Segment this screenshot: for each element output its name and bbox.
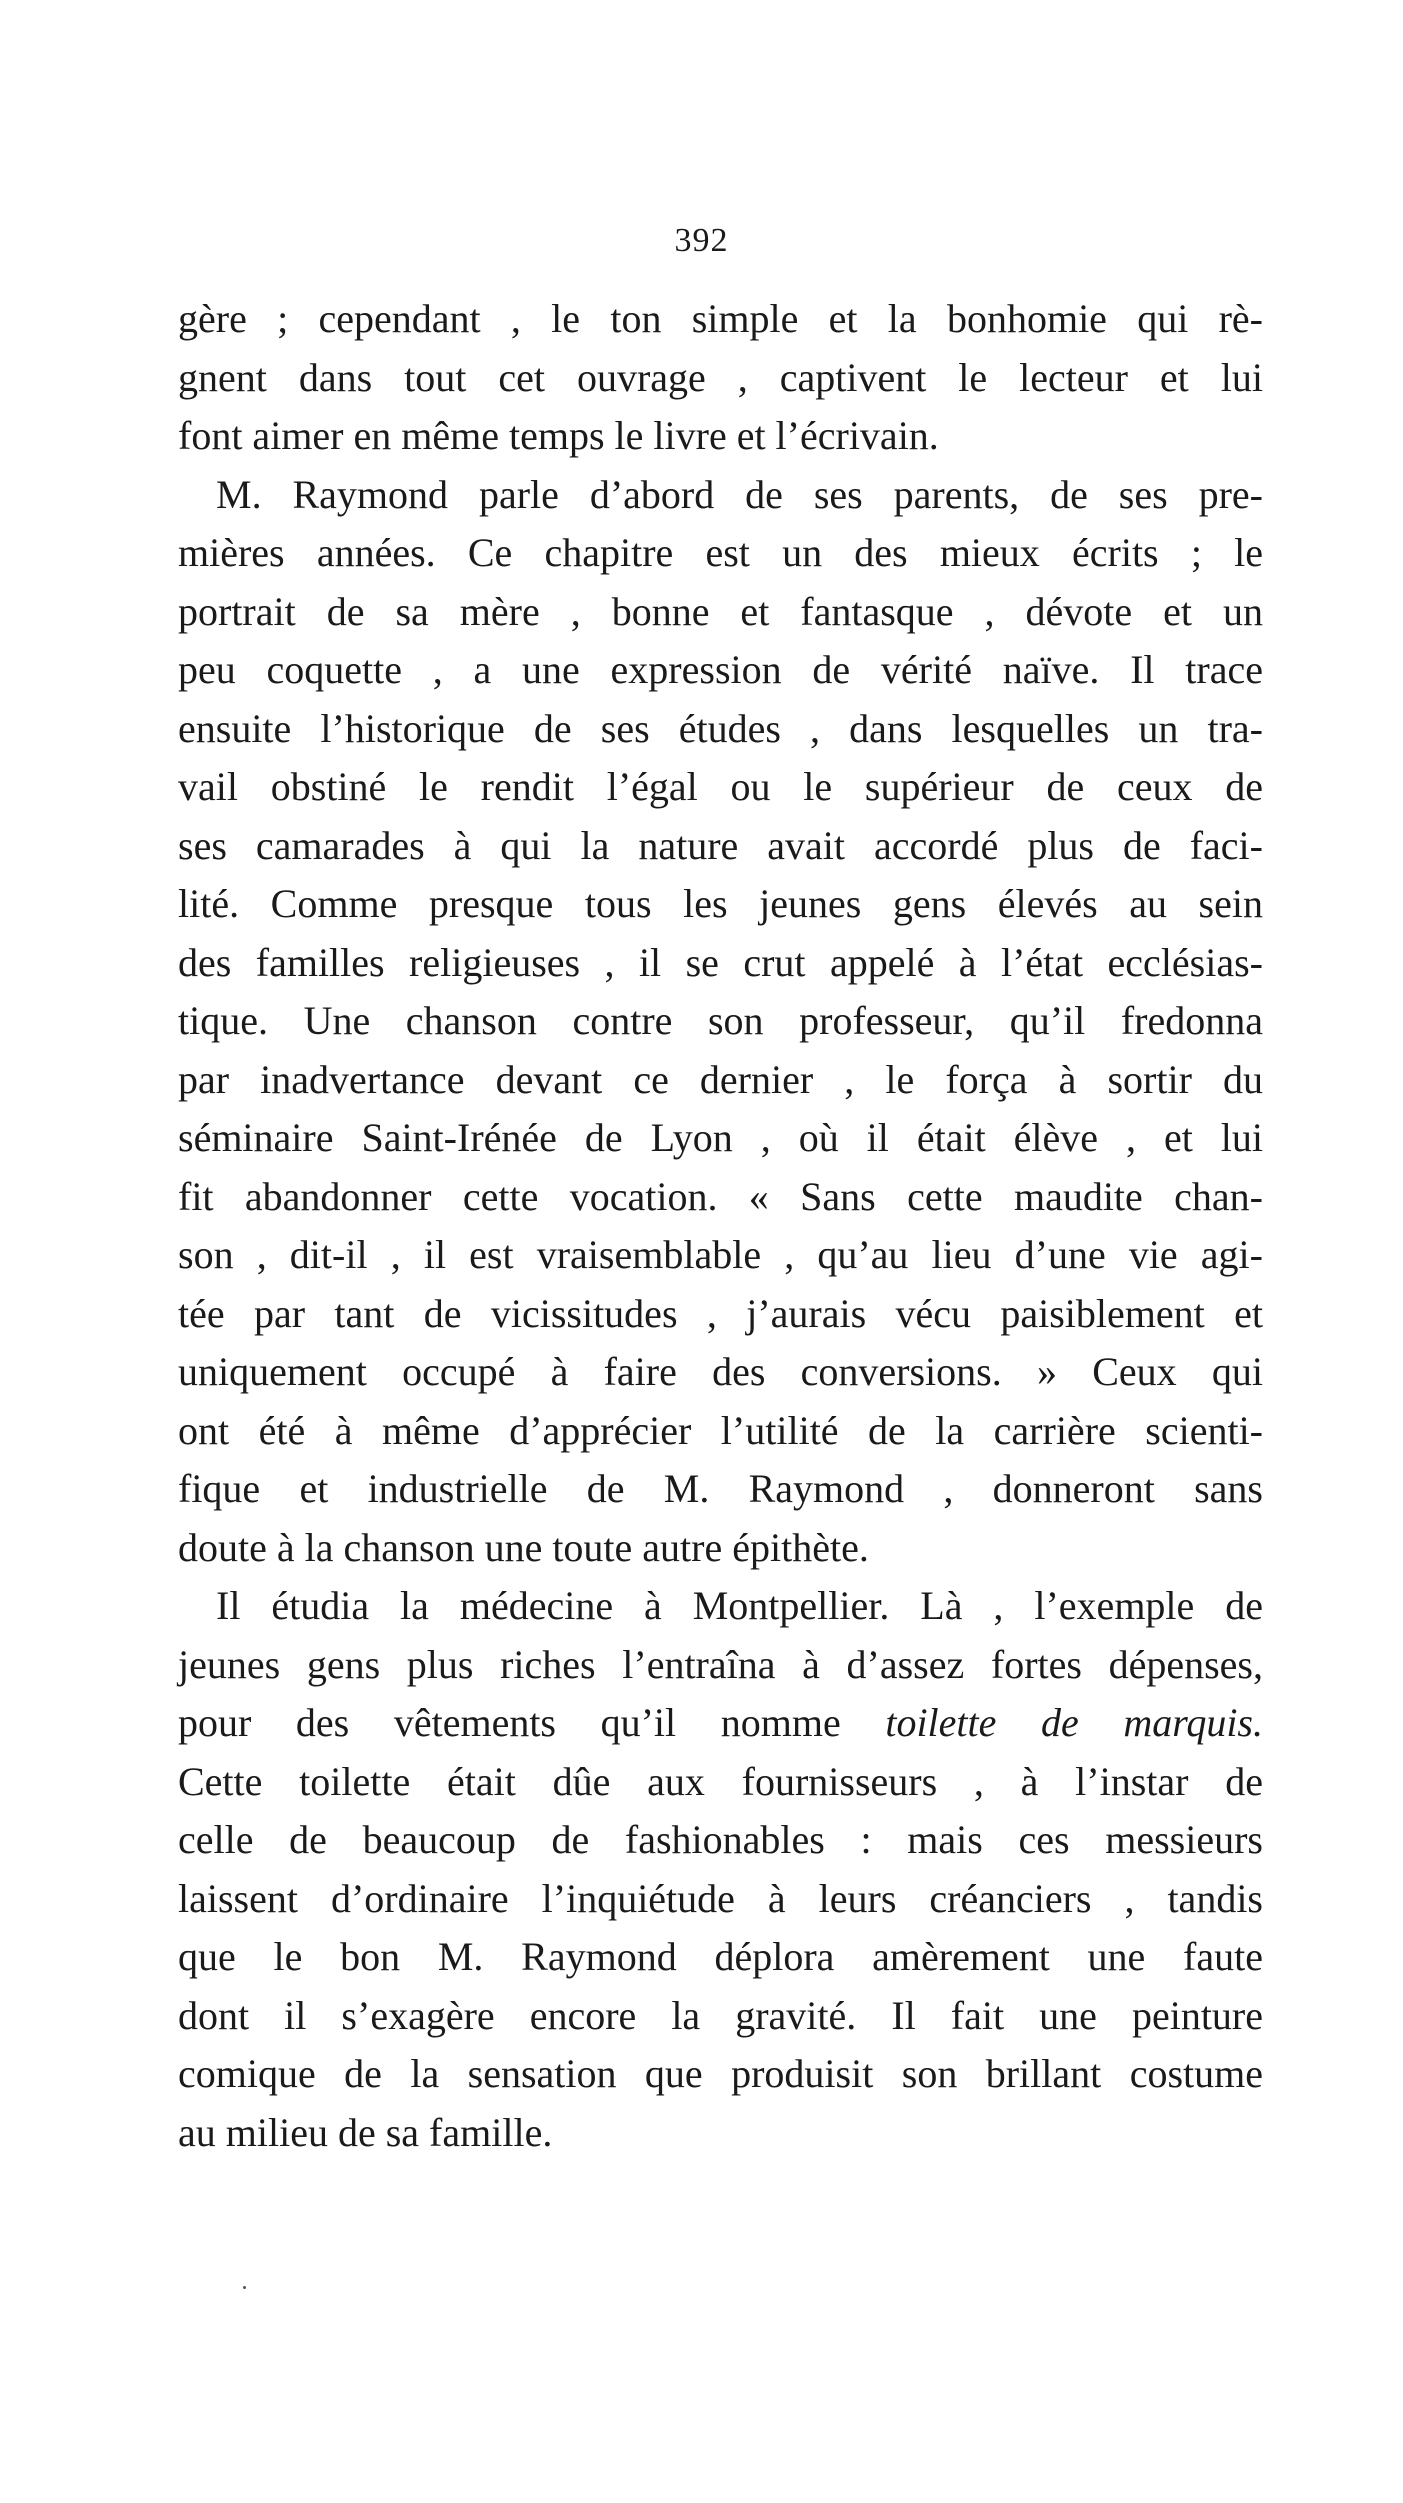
text-line: Cette toilette était dûe aux fournisseurs , à l’instar de — [178, 1758, 1263, 1804]
text-line-with-italic — [178, 1694, 1263, 1753]
body-text — [178, 290, 1263, 2162]
text-line: doute à la chanson une toute autre épithète. — [178, 1524, 869, 1570]
text-line: jeunes gens plus riches l’entraîna à d’assez fortes dépenses, — [178, 1641, 1263, 1687]
text-line: au milieu de sa famille. — [178, 2109, 553, 2155]
text-line: celle de beaucoup de fashionables : mais ces messieurs — [178, 1817, 1263, 1862]
text-line: par inadvertance devant ce dernier , le força à sortir du — [178, 1056, 1263, 1102]
text-line: ensuite l’historique de ses études , dans lesquelles un tra- — [178, 705, 1263, 751]
text-line: son , dit-il , il est vraisemblable , qu’au lieu d’une vie agi- — [178, 1232, 1263, 1277]
text-line: tique. Une chanson contre son professeur, qu’il fredonna — [178, 998, 1263, 1043]
text-line: fit abandonner cette vocation. « Sans cette maudite chan- — [178, 1173, 1263, 1219]
text-line: gère ; cependant , le ton simple et la bonhomie qui rè- — [178, 296, 1263, 341]
text-line: dont il s’exagère encore la gravité. Il fait une peinture — [178, 1992, 1263, 2038]
text-line: des familles religieuses , il se crut appelé à l’état ecclésias- — [178, 939, 1263, 985]
text-line: fique et industrielle de M. Raymond , donneront sans — [178, 1466, 1263, 1511]
text-line: que le bon M. Raymond déplora amèrement une faute — [178, 1934, 1263, 1979]
italic-phrase: toilette de marquis. — [885, 1700, 1263, 1745]
text-line: séminaire Saint-Irénée de Lyon , où il était élève , et lui — [178, 1115, 1263, 1160]
text-line: comique de la sensation que produisit son brillant costume — [178, 2051, 1263, 2096]
text-line: Il étudia la médecine à Montpellier. Là , l’exemple de — [216, 1583, 1263, 1628]
text-line: uniquement occupé à faire des conversions. » Ceux qui — [178, 1349, 1263, 1394]
page-number: 392 — [674, 222, 729, 259]
text-line: ont été à même d’apprécier l’utilité de la carrière scienti- — [178, 1407, 1263, 1453]
text-line: gnent dans tout cet ouvrage , captivent le lecteur et lui — [178, 354, 1263, 400]
text-line: peu coquette , a une expression de vérité naïve. Il trace — [178, 647, 1263, 692]
text-line: lité. Comme presque tous les jeunes gens élevés au sein — [178, 881, 1263, 926]
text-line: portrait de sa mère , bonne et fantasque , dévote et un — [178, 588, 1263, 634]
text-line: laissent d’ordinaire l’inquiétude à leurs créanciers , tandis — [178, 1875, 1263, 1921]
text-line: font aimer en même temps le livre et l’écrivain. — [178, 413, 939, 458]
print-speck — [243, 2286, 246, 2289]
text-line: tée par tant de vicissitudes , j’aurais vécu paisiblement et — [178, 1290, 1263, 1336]
text-line: ses camarades à qui la nature avait accordé plus de faci- — [178, 822, 1263, 868]
line-prefix: pour des vêtements qu’il nomme toilette de marquis. — [178, 1700, 1263, 1745]
text-line: M. Raymond parle d’abord de ses parents, de ses pre- — [216, 471, 1263, 517]
text-line: mières années. Ce chapitre est un des mieux écrits ; le — [178, 530, 1263, 575]
text-line: vail obstiné le rendit l’égal ou le supérieur de ceux de — [178, 764, 1263, 809]
